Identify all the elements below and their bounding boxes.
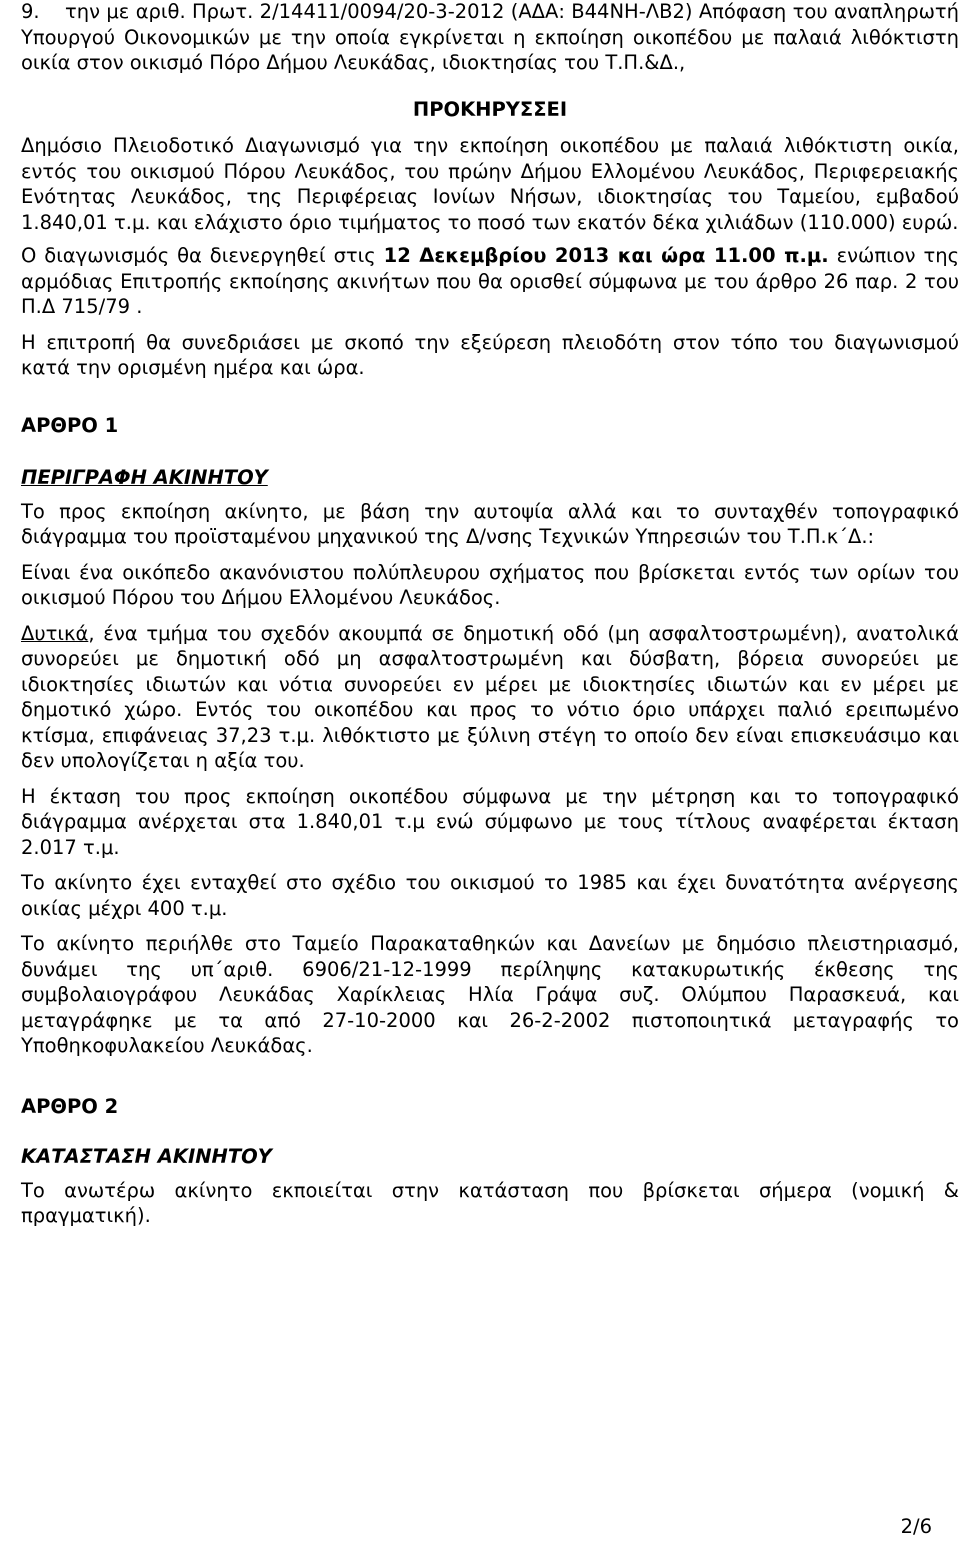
proclamation-heading: ΠΡΟΚΗΡΥΣΣΕΙ [412, 97, 568, 121]
contest-date-rest: ενώπιον της αρμόδιας Επιτροπής εκποίησης ακινήτων που θα ορισθεί σύμφωνα με του άρθρο 26 παρ. 2 του Π.Δ 715/79 . [21, 244, 960, 318]
article-1-subtitle: ΠΕΡΙΓΡΑΦΗ ΑΚΙΝΗΤΟΥ [21, 466, 268, 489]
article-1-paragraph-3-text: , ένα τμήμα του σχεδόν ακουμπά σε δημοτική οδό (μη ασφαλτοστρωμένη), ανατολικά συνορεύει με δημοτική οδό μη ασφαλτοστρωμένη και δύσβατη, βόρεια συνορεύει με ιδιοκτησίες ιδιωτών και νότια συνορεύει εν μέρει με ιδιοκτησίες ιδιωτών και εν μέρει με δημοτικό χώρο. Εντός του οικοπέδου και προς το νότιο όριο υπάρχει παλιό ερειπωμένο κτίσμα, επιφάνειας 37,23 τ.μ. λιθόκτιστο με ξύλινη στέγη το οποίο δεν είναι επισκευάσιμο και δεν υπολογίζεται η αξία του. [21, 621, 959, 772]
document-page [21, 0, 959, 1229]
article-1-paragraph-6: Το ακίνητο περιήλθε στο Ταμείο Παρακαταθηκών και Δανείων με δημόσιο πλειστηριασμό, δυνάμει της υπ΄αριθ. 6906/21-12-1999 περίληψης κατακυρωτικής έκθεσης της συμβολαιογράφου Λευκάδας Χαρίκλειας Ηλία Γράψα συζ. Ολύμπου Παρασκευά, και μεταγράφηκε με τα από 27-10-2000 και 26-2-2002 πιστοποιητικά μεταγραφής το Υποθηκοφυλακείου Λευκάδας. [21, 932, 959, 1057]
article-1-paragraph-1: Το προς εκποίηση ακίνητο, με βάση την αυτοψία αλλά και το συνταχθέν τοπογραφικό διάγραμμα του προϊσταμένου μηχανικού της Δ/νσης Τεχνικών Υπηρεσιών του Τ.Π.κ΄Δ.: [21, 499, 959, 548]
list-item-9 [21, 0, 959, 76]
contest-date: 12 Δεκεμβρίου 2013 και ώρα 11.00 π.μ. [383, 244, 829, 267]
west-label: Δυτικά [21, 621, 89, 645]
list-item-text: την με αριθ. Πρωτ. 2/14411/0094/20-3-2012 (ΑΔΑ: Β44ΝΗ-ΛΒ2) Απόφαση του αναπληρωτή Υπουργού Οικονομικών με την οποία εγκρίνεται η εκποίηση οικοπέδου με παλαιά λιθόκτιστη οικία στον οικισμό Πόρο Δήμου Λευκάδας, ιδιοκτησίας του Τ.Π.&Δ., [21, 0, 959, 74]
article-1-paragraph-3 [21, 621, 959, 774]
proclamation-paragraph-1: Δημόσιο Πλειοδοτικό Διαγωνισμό για την εκποίηση οικοπέδου με παλαιά λιθόκτιστη οικία, εντός του οικισμού Πόρου Λευκάδος, του πρώην Δήμου Ελλομένου Λευκάδος, Περιφερειακής Ενότητας Λευκάδος, της Περιφέρειας Ιονίων Νήσων, ιδιοκτησίας του Ταμείου, εμβαδού 1.840,01 τ.μ. και ελάχιστο όριο τιμήματος το ποσό των εκατόν δέκα χιλιάδων (110.000) ευρώ. [21, 134, 959, 234]
page-number: 2/6 [900, 1515, 932, 1538]
proclamation-paragraph-3: Η επιτροπή θα συνεδριάσει με σκοπό την εξεύρεση πλειοδότη στον τόπο του διαγωνισμού κατά την ορισμένη ημέρα και ώρα. [21, 330, 959, 379]
article-1-paragraph-2: Είναι ένα οικόπεδο ακανόνιστου πολύπλευρου σχήματος που βρίσκεται εντός των ορίων του οικισμού Πόρου του Δήμου Ελλομένου Λευκάδος. [21, 560, 959, 609]
article-1-paragraph-5: Το ακίνητο έχει ενταχθεί στο σχέδιο του οικισμού το 1985 και έχει δυνατότητα ανέργεσης οικίας μέχρι 400 τ.μ. [21, 871, 959, 920]
article-2-subtitle: ΚΑΤΑΣΤΑΣΗ ΑΚΙΝΗΤΟΥ [21, 1145, 272, 1168]
proclamation-paragraph-2 [21, 243, 959, 320]
list-item-number: 9. [21, 0, 40, 23]
article-2-paragraph-1: Το ανωτέρω ακίνητο εκποιείται στην κατάσταση που βρίσκεται σήμερα (νομική & πραγματική). [21, 1178, 959, 1227]
article-1-paragraph-4: Η έκταση του προς εκποίηση οικοπέδου σύμφωνα με την μέτρηση και το τοπογραφικό διάγραμμα ανέρχεται στα 1.840,01 τ.μ ενώ σύμφωνο με τους τίτλους αναφέρεται έκταση 2.017 τ.μ. [21, 784, 959, 859]
contest-date-lead: Ο διαγωνισμός θα διενεργηθεί στις [21, 244, 384, 267]
article-1-title: ΑΡΘΡΟ 1 [21, 413, 119, 437]
article-2-title: ΑΡΘΡΟ 2 [21, 1094, 119, 1118]
